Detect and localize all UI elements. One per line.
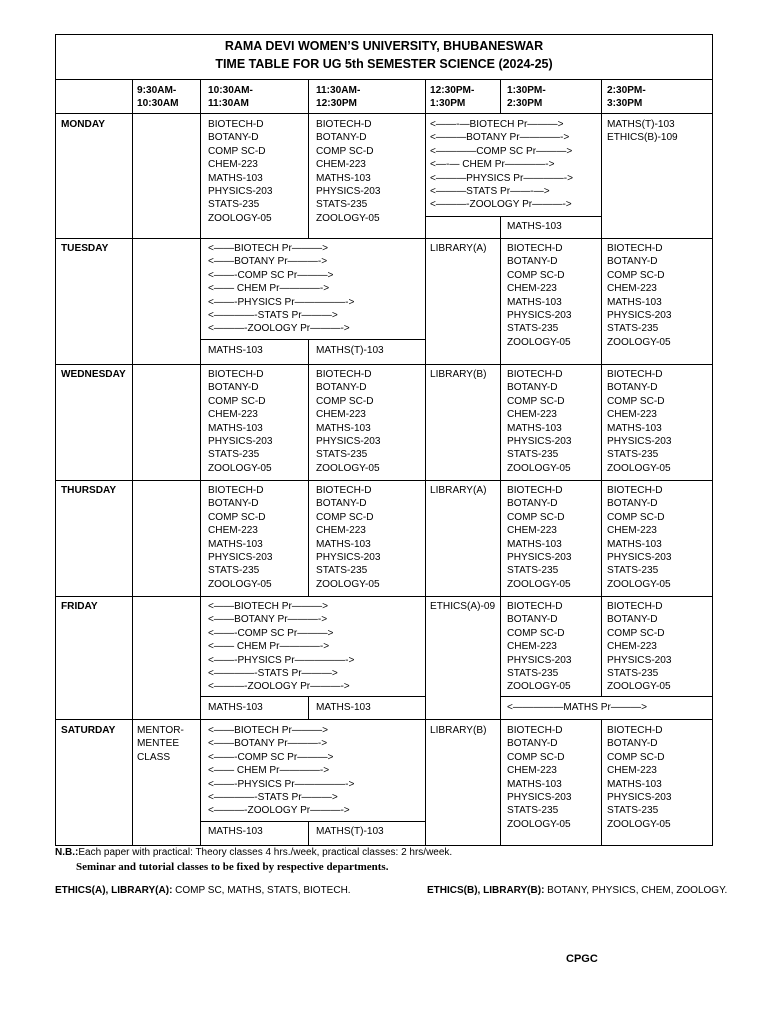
col-130-rule-d: [601, 719, 602, 846]
cell-wed-1230: LIBRARY(B): [430, 369, 487, 380]
day-tuesday: TUESDAY: [61, 243, 109, 254]
cell-tue-1230: LIBRARY(A): [430, 243, 487, 254]
cell-fri-maths-1: MATHS-103: [208, 702, 263, 713]
cell-wed-1030: BIOTECH-D BOTANY-D COMP SC-D CHEM-223 MATHS-103 PHYSICS-203 STATS-235 ZOOLOGY-05: [208, 369, 273, 474]
col-1130-rule: [425, 79, 426, 846]
col-1030-rule-b: [308, 339, 309, 596]
cell-sat-maths-t: MATHS(T)-103: [316, 826, 384, 837]
time-930: 9:30AM- 10:30AM: [137, 85, 179, 110]
cell-mon-1030: BIOTECH-D BOTANY-D COMP SC-D CHEM-223 MATHS-103 PHYSICS-203 STATS-235 ZOOLOGY-05: [208, 119, 273, 224]
rule-friday: [55, 719, 713, 720]
col-1030-rule-c: [308, 696, 309, 719]
rule-tue-maths: [200, 339, 425, 340]
col-1030-rule-a: [308, 79, 309, 238]
cell-sat-230: BIOTECH-D BOTANY-D COMP SC-D CHEM-223 MATHS-103 PHYSICS-203 STATS-235 ZOOLOGY-05: [607, 725, 672, 830]
rule-header: [55, 113, 713, 114]
seminar-note: Seminar and tutorial classes to be fixed by respective departments.: [76, 861, 389, 873]
group-b-note: [427, 885, 727, 897]
nb-note: [55, 847, 452, 859]
day-thursday: THURSDAY: [61, 485, 117, 496]
group-a-note: [55, 885, 351, 897]
nb-label: N.B.:: [55, 847, 79, 858]
cell-thu-130: BIOTECH-D BOTANY-D COMP SC-D CHEM-223 MATHS-103 PHYSICS-203 STATS-235 ZOOLOGY-05: [507, 485, 572, 590]
border-right: [712, 34, 713, 846]
col-930-rule: [200, 79, 201, 846]
nb-text: Each paper with practical: Theory classes 4 hrs./week, practical classes: 2 hrs/week.: [78, 847, 453, 858]
col-130-rule-c: [601, 238, 602, 696]
col-day-rule: [132, 79, 133, 846]
cell-thu-1130: BIOTECH-D BOTANY-D COMP SC-D CHEM-223 MATHS-103 PHYSICS-203 STATS-235 ZOOLOGY-05: [316, 485, 381, 590]
cell-wed-1130: BIOTECH-D BOTANY-D COMP SC-D CHEM-223 MATHS-103 PHYSICS-203 STATS-235 ZOOLOGY-05: [316, 369, 381, 474]
border-left: [55, 34, 56, 846]
cell-thu-1030: BIOTECH-D BOTANY-D COMP SC-D CHEM-223 MATHS-103 PHYSICS-203 STATS-235 ZOOLOGY-05: [208, 485, 273, 590]
cell-mon-1130: BIOTECH-D BOTANY-D COMP SC-D CHEM-223 MATHS-103 PHYSICS-203 STATS-235 ZOOLOGY-05: [316, 119, 381, 224]
col-130-rule-b: [601, 113, 602, 239]
cell-thu-230: BIOTECH-D BOTANY-D COMP SC-D CHEM-223 MATHS-103 PHYSICS-203 STATS-235 ZOOLOGY-05: [607, 485, 672, 590]
cell-mon-practical: <——-—BIOTECH Pr———> <———BOTANY Pr————-> <————COMP SC Pr———> <—-— CHEM Pr————-> <———PHYSICS Pr————-> <———STATS Pr——-—> <———-ZOOLOGY Pr———->: [430, 119, 574, 211]
cell-tue-maths: MATHS-103: [208, 345, 263, 356]
cell-sat-maths: MATHS-103: [208, 826, 263, 837]
cell-tue-230: BIOTECH-D BOTANY-D COMP SC-D CHEM-223 MATHS-103 PHYSICS-203 STATS-235 ZOOLOGY-05: [607, 243, 672, 348]
university-name: RAMA DEVI WOMEN’S UNIVERSITY, BHUBANESWAR: [224, 39, 544, 53]
cell-fri-1230: ETHICS(A)-09: [430, 601, 496, 612]
cell-sat-130: BIOTECH-D BOTANY-D COMP SC-D CHEM-223 MATHS-103 PHYSICS-203 STATS-235 ZOOLOGY-05: [507, 725, 572, 830]
cell-fri-maths-2: MATHS-103: [316, 702, 371, 713]
cell-sat-practical: <——BIOTECH Pr———> <——BOTANY Pr———-> <——-COMP SC Pr———> <—— CHEM Pr————-> <——-PHYSICS Pr—————-> <————-STATS Pr———> <———-ZOOLOGY Pr———->: [208, 725, 355, 817]
cell-sat-1230: LIBRARY(B): [430, 725, 487, 736]
col-1230-rule-b: [500, 216, 501, 239]
cell-fri-130: BIOTECH-D BOTANY-D COMP SC-D CHEM-223 PHYSICS-203 STATS-235 ZOOLOGY-05: [507, 601, 572, 693]
day-wednesday: WEDNESDAY: [61, 369, 126, 380]
cell-tue-maths-t: MATHS(T)-103: [316, 345, 384, 356]
day-monday: MONDAY: [61, 119, 105, 130]
timetable-title: TIME TABLE FOR UG 5th SEMESTER SCIENCE (2024-25): [215, 57, 553, 71]
rule-fri-maths: [200, 696, 425, 697]
rule-mon-maths: [425, 216, 601, 217]
col-1230-rule-c: [500, 238, 501, 846]
cell-wed-130: BIOTECH-D BOTANY-D COMP SC-D CHEM-223 MATHS-103 PHYSICS-203 STATS-235 ZOOLOGY-05: [507, 369, 572, 474]
group-a-label: ETHICS(A), LIBRARY(A):: [55, 885, 173, 896]
cell-tue-practical: <——BIOTECH Pr———> <——BOTANY Pr———-> <——-COMP SC Pr———> <—— CHEM Pr————-> <——-PHYSICS Pr—————-> <————-STATS Pr———> <———-ZOOLOGY Pr———->: [208, 243, 355, 335]
time-1030: 10:30AM- 11:30AM: [208, 85, 253, 110]
group-b-text: BOTANY, PHYSICS, CHEM, ZOOLOGY.: [544, 885, 728, 896]
group-b-label: ETHICS(B), LIBRARY(B):: [427, 885, 545, 896]
time-130: 1:30PM- 2:30PM: [507, 85, 546, 110]
rule-monday: [55, 238, 713, 239]
rule-title: [55, 79, 713, 80]
col-130-rule-a: [601, 79, 602, 114]
cell-tue-130: BIOTECH-D BOTANY-D COMP SC-D CHEM-223 MATHS-103 PHYSICS-203 STATS-235 ZOOLOGY-05: [507, 243, 572, 348]
cell-fri-230: BIOTECH-D BOTANY-D COMP SC-D CHEM-223 PHYSICS-203 STATS-235 ZOOLOGY-05: [607, 601, 672, 693]
cell-thu-1230: LIBRARY(A): [430, 485, 487, 496]
cell-fri-practical: <——BIOTECH Pr———> <——BOTANY Pr———-> <——-COMP SC Pr———> <—— CHEM Pr————-> <——-PHYSICS Pr—————-> <————-STATS Pr———> <———-ZOOLOGY Pr———->: [208, 601, 355, 693]
timetable: [55, 34, 713, 846]
col-1230-rule-a: [500, 79, 501, 114]
cell-wed-230: BIOTECH-D BOTANY-D COMP SC-D CHEM-223 MATHS-103 PHYSICS-203 STATS-235 ZOOLOGY-05: [607, 369, 672, 474]
time-230: 2:30PM- 3:30PM: [607, 85, 646, 110]
rule-fri-mathspr: [500, 696, 713, 697]
time-1230: 12:30PM- 1:30PM: [430, 85, 475, 110]
cell-mon-maths: MATHS-103: [507, 221, 562, 232]
border-bottom: [55, 845, 713, 846]
cell-fri-maths-practical: <—————MATHS Pr———>: [507, 702, 648, 713]
day-friday: FRIDAY: [61, 601, 98, 612]
rule-wednesday: [55, 480, 713, 481]
cell-mon-230: MATHS(T)-103 ETHICS(B)-109: [607, 119, 678, 144]
rule-thursday: [55, 596, 713, 597]
group-a-text: COMP SC, MATHS, STATS, BIOTECH.: [172, 885, 351, 896]
time-1130: 11:30AM- 12:30PM: [316, 85, 361, 110]
day-saturday: SATURDAY: [61, 725, 116, 736]
border-top: [55, 34, 713, 35]
rule-tuesday: [55, 364, 713, 365]
signature: CPGC: [566, 953, 598, 965]
col-1030-rule-d: [308, 821, 309, 846]
cell-sat-mentor: MENTOR- MENTEE CLASS: [137, 725, 184, 763]
rule-sat-maths: [200, 821, 425, 822]
